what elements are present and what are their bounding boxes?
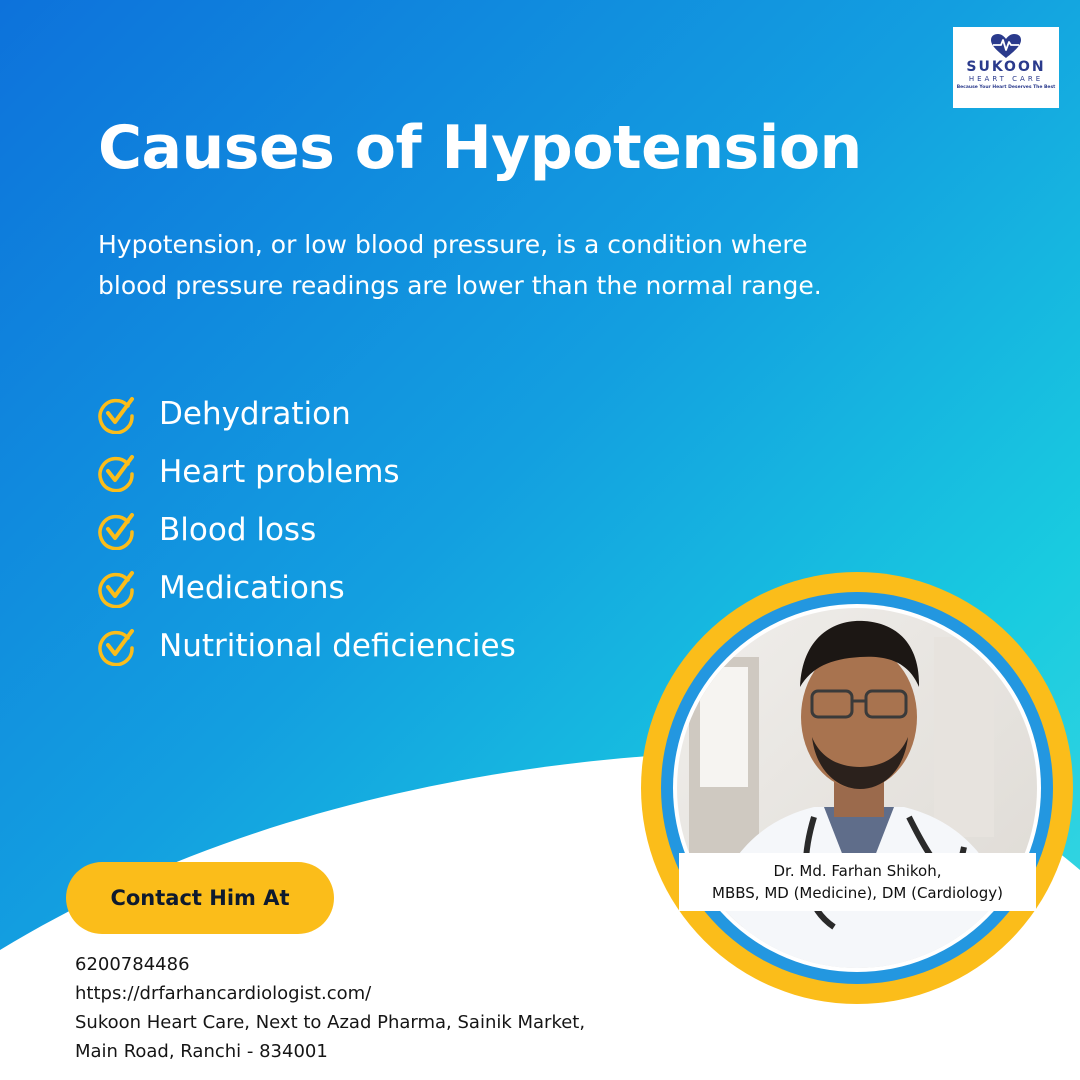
address: Sukoon Heart Care, Next to Azad Pharma, Sainik Market, Main Road, Ranchi - 834001 bbox=[75, 1012, 586, 1062]
doctor-name: Dr. Md. Farhan Shikoh, bbox=[773, 862, 942, 880]
contact-details bbox=[75, 950, 595, 1066]
check-circle-icon bbox=[97, 394, 137, 434]
contact-button[interactable]: Contact Him At bbox=[66, 862, 334, 934]
list-item bbox=[97, 559, 516, 617]
cause-label: Heart problems bbox=[159, 454, 400, 490]
list-item bbox=[97, 501, 516, 559]
check-circle-icon bbox=[97, 510, 137, 550]
cause-label: Blood loss bbox=[159, 512, 317, 548]
check-circle-icon bbox=[97, 568, 137, 608]
list-item bbox=[97, 443, 516, 501]
check-circle-icon bbox=[97, 626, 137, 666]
brand-sub: HEART CARE bbox=[968, 75, 1044, 83]
cause-label: Nutritional deficiencies bbox=[159, 628, 516, 664]
page-title: Causes of Hypotension bbox=[98, 113, 862, 183]
website-link[interactable]: https://drfarhancardiologist.com/ bbox=[75, 983, 372, 1004]
causes-list bbox=[97, 385, 516, 675]
doctor-photo bbox=[634, 567, 1080, 1015]
check-circle-icon bbox=[97, 452, 137, 492]
cause-label: Medications bbox=[159, 570, 345, 606]
list-item bbox=[97, 385, 516, 443]
doctor-caption bbox=[679, 853, 1036, 911]
list-item bbox=[97, 617, 516, 675]
heart-pulse-icon bbox=[990, 33, 1022, 59]
intro-text: Hypotension, or low blood pressure, is a condition where blood pressure readings are lower than the normal range. bbox=[98, 230, 822, 300]
cause-label: Dehydration bbox=[159, 396, 351, 432]
brand-logo bbox=[953, 27, 1059, 108]
doctor-credentials: MBBS, MD (Medicine), DM (Cardiology) bbox=[712, 884, 1003, 902]
brand-tagline: Because Your Heart Deserves The Best bbox=[956, 85, 1056, 90]
phone-number[interactable]: 6200784486 bbox=[75, 954, 190, 975]
brand-name: SUKOON bbox=[966, 59, 1046, 75]
